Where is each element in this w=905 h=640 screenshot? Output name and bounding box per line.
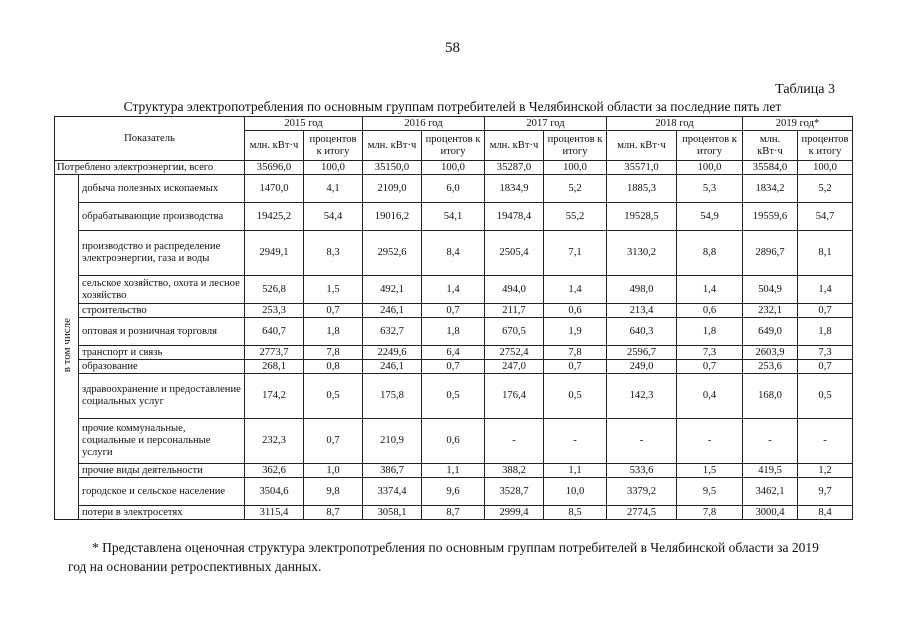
header-year-2018: 2018 год (607, 117, 743, 131)
value-mwh: 249,0 (607, 360, 677, 374)
value-mwh: 3115,4 (245, 506, 304, 520)
total-value: 100,0 (304, 161, 363, 175)
value-percent: 4,1 (304, 175, 363, 203)
value-percent: 0,6 (544, 304, 607, 318)
total-value: 100,0 (798, 161, 853, 175)
value-mwh: 211,7 (485, 304, 544, 318)
value-percent: 1,4 (677, 276, 743, 304)
value-mwh: 2773,7 (245, 346, 304, 360)
value-percent: 1,5 (304, 276, 363, 304)
header-indicator: Показатель (55, 117, 245, 161)
value-percent: 9,6 (422, 478, 485, 506)
header-unit: млн. кВт·ч (743, 131, 798, 161)
total-row (55, 161, 853, 175)
group-label (55, 175, 79, 520)
total-value: 100,0 (422, 161, 485, 175)
value-percent: 0,7 (422, 360, 485, 374)
value-mwh: 3058,1 (363, 506, 422, 520)
value-mwh: 1885,3 (607, 175, 677, 203)
row-label: сельское хозяйство, охота и лесное хозяйство (79, 276, 245, 304)
value-mwh: 526,8 (245, 276, 304, 304)
value-mwh: 640,7 (245, 318, 304, 346)
value-mwh: - (607, 419, 677, 464)
value-mwh: 232,1 (743, 304, 798, 318)
value-mwh: 2752,4 (485, 346, 544, 360)
total-value: 100,0 (677, 161, 743, 175)
value-mwh: 3379,2 (607, 478, 677, 506)
table-row (55, 478, 853, 506)
value-percent: - (544, 419, 607, 464)
value-percent: 0,7 (304, 304, 363, 318)
value-mwh: 3374,4 (363, 478, 422, 506)
value-percent: 0,7 (304, 419, 363, 464)
row-label: образование (79, 360, 245, 374)
value-percent: 1,4 (544, 276, 607, 304)
value-percent: 1,8 (798, 318, 853, 346)
value-percent: 0,5 (422, 374, 485, 419)
value-mwh: 19528,5 (607, 203, 677, 231)
total-row-label: Потреблено электроэнергии, всего (55, 161, 245, 175)
value-percent: 5,2 (544, 175, 607, 203)
row-label: обрабатывающие производства (79, 203, 245, 231)
value-percent: 7,1 (544, 231, 607, 276)
value-percent: 7,8 (304, 346, 363, 360)
table-row (55, 203, 853, 231)
value-percent: 1,1 (422, 464, 485, 478)
value-percent: 0,7 (544, 360, 607, 374)
value-mwh: 2999,4 (485, 506, 544, 520)
header-year-2019: 2019 год* (743, 117, 853, 131)
value-percent: 54,4 (304, 203, 363, 231)
header-percent: процентов к итогу (304, 131, 363, 161)
value-percent: 0,5 (544, 374, 607, 419)
value-mwh: 3528,7 (485, 478, 544, 506)
total-value: 35584,0 (743, 161, 798, 175)
value-percent: 1,8 (304, 318, 363, 346)
row-label: строительство (79, 304, 245, 318)
value-mwh: 19016,2 (363, 203, 422, 231)
value-mwh: 3504,6 (245, 478, 304, 506)
value-mwh: 253,6 (743, 360, 798, 374)
value-mwh: 386,7 (363, 464, 422, 478)
header-unit: млн. кВт·ч (245, 131, 304, 161)
table-row (55, 304, 853, 318)
value-percent: 0,6 (677, 304, 743, 318)
value-mwh: 504,9 (743, 276, 798, 304)
table-row (55, 276, 853, 304)
value-percent: 5,2 (798, 175, 853, 203)
value-mwh: 2505,4 (485, 231, 544, 276)
value-percent: 9,5 (677, 478, 743, 506)
header-unit: млн. кВт·ч (363, 131, 422, 161)
header-row-years (55, 117, 853, 131)
value-percent: 9,7 (798, 478, 853, 506)
value-percent: 8,8 (677, 231, 743, 276)
value-mwh: 3000,4 (743, 506, 798, 520)
row-label: потери в электросетях (79, 506, 245, 520)
row-label: городское и сельское население (79, 478, 245, 506)
table-title: Структура электропотребления по основным группам потребителей в Челябинской области за последние пять лет (123, 99, 782, 114)
value-percent: 8,1 (798, 231, 853, 276)
table-label: Таблица 3 (775, 82, 835, 97)
value-mwh: 253,3 (245, 304, 304, 318)
total-value: 35696,0 (245, 161, 304, 175)
row-label: оптовая и розничная торговля (79, 318, 245, 346)
value-mwh: - (743, 419, 798, 464)
table-row (55, 175, 853, 203)
value-mwh: 213,4 (607, 304, 677, 318)
value-mwh: 268,1 (245, 360, 304, 374)
header-year-2016: 2016 год (363, 117, 485, 131)
value-mwh: 247,0 (485, 360, 544, 374)
total-value: 35287,0 (485, 161, 544, 175)
row-label: прочие коммунальные, социальные и персональные услуги (79, 419, 245, 464)
table-row (55, 346, 853, 360)
total-value: 35150,0 (363, 161, 422, 175)
row-label: добыча полезных ископаемых (79, 175, 245, 203)
value-mwh: 640,3 (607, 318, 677, 346)
row-label: транспорт и связь (79, 346, 245, 360)
value-mwh: 142,3 (607, 374, 677, 419)
table-row (55, 506, 853, 520)
value-mwh: 3462,1 (743, 478, 798, 506)
value-mwh: 1834,2 (743, 175, 798, 203)
value-mwh: 2896,7 (743, 231, 798, 276)
value-percent: 10,0 (544, 478, 607, 506)
value-percent: 8,4 (798, 506, 853, 520)
value-percent: 1,8 (422, 318, 485, 346)
value-mwh: 498,0 (607, 276, 677, 304)
value-mwh: 210,9 (363, 419, 422, 464)
value-percent: 6,4 (422, 346, 485, 360)
consumption-structure-table (54, 116, 853, 520)
value-mwh: 2952,6 (363, 231, 422, 276)
row-label: прочие виды деятельности (79, 464, 245, 478)
header-unit: млн. кВт·ч (485, 131, 544, 161)
header-percent: процентов к итогу (798, 131, 853, 161)
row-label: здравоохранение и предоставление социальных услуг (79, 374, 245, 419)
value-percent: 7,8 (677, 506, 743, 520)
value-mwh: 1470,0 (245, 175, 304, 203)
value-mwh: 670,5 (485, 318, 544, 346)
page-number: 58 (445, 40, 460, 56)
value-percent: 0,7 (798, 304, 853, 318)
value-percent: 8,7 (304, 506, 363, 520)
value-percent: 5,3 (677, 175, 743, 203)
table-row (55, 231, 853, 276)
value-percent: 9,8 (304, 478, 363, 506)
value-percent: 1,4 (798, 276, 853, 304)
value-percent: 7,8 (544, 346, 607, 360)
value-percent: 54,1 (422, 203, 485, 231)
value-mwh: 533,6 (607, 464, 677, 478)
value-mwh: 2109,0 (363, 175, 422, 203)
value-percent: 1,1 (544, 464, 607, 478)
value-mwh: 2596,7 (607, 346, 677, 360)
footnote: * Представлена оценочная структура электропотребления по основным группам потребителей в Челябинской области за 2019 год на основании ретроспективных данных. (68, 540, 819, 574)
value-percent: 0,4 (677, 374, 743, 419)
value-percent: 0,7 (422, 304, 485, 318)
value-mwh: 419,5 (743, 464, 798, 478)
value-mwh: 246,1 (363, 360, 422, 374)
value-mwh: 362,6 (245, 464, 304, 478)
value-percent: 0,5 (798, 374, 853, 419)
value-percent: 8,5 (544, 506, 607, 520)
table-row (55, 318, 853, 346)
value-percent: 6,0 (422, 175, 485, 203)
value-percent: 8,3 (304, 231, 363, 276)
total-value: 100,0 (544, 161, 607, 175)
value-mwh: 176,4 (485, 374, 544, 419)
value-mwh: 649,0 (743, 318, 798, 346)
table-row (55, 419, 853, 464)
group-label-text: в том числе (60, 317, 73, 373)
value-mwh: 2774,5 (607, 506, 677, 520)
header-unit: млн. кВт·ч (607, 131, 677, 161)
value-mwh: 3130,2 (607, 231, 677, 276)
value-mwh: 175,8 (363, 374, 422, 419)
value-mwh: 2949,1 (245, 231, 304, 276)
table-row (55, 360, 853, 374)
value-mwh: 388,2 (485, 464, 544, 478)
value-mwh: 494,0 (485, 276, 544, 304)
value-percent: 54,7 (798, 203, 853, 231)
value-percent: 0,8 (304, 360, 363, 374)
value-percent: 0,5 (304, 374, 363, 419)
value-mwh: 2603,9 (743, 346, 798, 360)
value-percent: 55,2 (544, 203, 607, 231)
value-mwh: 232,3 (245, 419, 304, 464)
row-label: производство и распределение электроэнергии, газа и воды (79, 231, 245, 276)
value-percent: - (677, 419, 743, 464)
value-mwh: 492,1 (363, 276, 422, 304)
value-mwh: 174,2 (245, 374, 304, 419)
header-percent: процентов к итогу (422, 131, 485, 161)
value-percent: 8,7 (422, 506, 485, 520)
value-percent: 7,3 (798, 346, 853, 360)
value-percent: 54,9 (677, 203, 743, 231)
value-mwh: 1834,9 (485, 175, 544, 203)
value-percent: - (798, 419, 853, 464)
table-row (55, 374, 853, 419)
value-mwh: 19559,6 (743, 203, 798, 231)
value-percent: 1,5 (677, 464, 743, 478)
value-percent: 7,3 (677, 346, 743, 360)
value-percent: 0,7 (798, 360, 853, 374)
value-mwh: 2249,6 (363, 346, 422, 360)
header-percent: процентов к итогу (677, 131, 743, 161)
value-mwh: 168,0 (743, 374, 798, 419)
value-percent: 1,4 (422, 276, 485, 304)
total-value: 35571,0 (607, 161, 677, 175)
value-mwh: 632,7 (363, 318, 422, 346)
value-percent: 1,0 (304, 464, 363, 478)
value-mwh: 246,1 (363, 304, 422, 318)
header-year-2015: 2015 год (245, 117, 363, 131)
value-percent: 1,8 (677, 318, 743, 346)
value-mwh: 19478,4 (485, 203, 544, 231)
value-mwh: 19425,2 (245, 203, 304, 231)
value-percent: 0,7 (677, 360, 743, 374)
value-percent: 0,6 (422, 419, 485, 464)
table-row (55, 464, 853, 478)
value-mwh: - (485, 419, 544, 464)
header-percent: процентов к итогу (544, 131, 607, 161)
value-percent: 1,9 (544, 318, 607, 346)
value-percent: 1,2 (798, 464, 853, 478)
value-percent: 8,4 (422, 231, 485, 276)
header-year-2017: 2017 год (485, 117, 607, 131)
